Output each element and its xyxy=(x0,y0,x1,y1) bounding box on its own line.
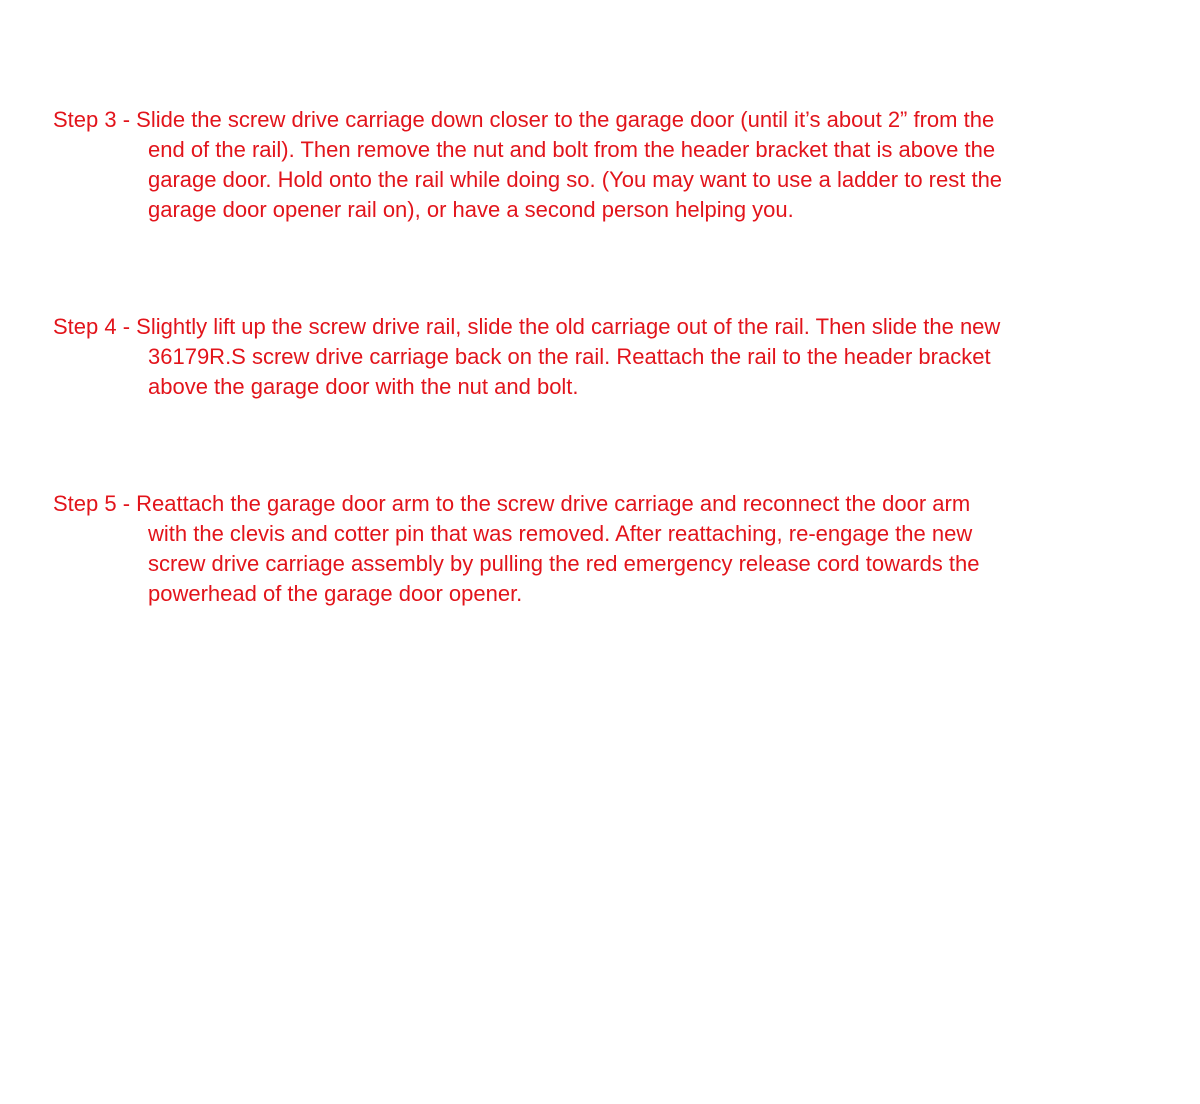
step-5-line-3: screw drive carriage assembly by pulling the red emergency release cord towards the xyxy=(148,551,980,576)
step-4-line-2: 36179R.S screw drive carriage back on the rail. Reattach the rail to the header bracket xyxy=(148,344,991,369)
step-3-line-3: garage door. Hold onto the rail while doing so. (You may want to use a ladder to rest the xyxy=(148,167,1003,192)
step-5-line-1: Step 5 - Reattach the garage door arm to the screw drive carriage and reconnect the door arm xyxy=(53,491,971,516)
step-3-line-1: Step 3 - Slide the screw drive carriage down closer to the garage door (until it’s about 2” from the xyxy=(53,107,995,132)
step-3-instructions xyxy=(53,105,1153,225)
step-4-line-1: Step 4 - Slightly lift up the screw drive rail, slide the old carriage out of the rail. Then slide the new xyxy=(53,314,1001,339)
step-4-line-3: above the garage door with the nut and bolt. xyxy=(148,374,579,399)
step-3-line-2: end of the rail). Then remove the nut and bolt from the header bracket that is above the xyxy=(148,137,996,162)
step-5-line-2: with the clevis and cotter pin that was removed. After reattaching, re-engage the new xyxy=(148,521,973,546)
step-4-instructions xyxy=(53,312,1153,402)
step-3-line-4: garage door opener rail on), or have a second person helping you. xyxy=(148,197,794,222)
step-5-line-4: powerhead of the garage door opener. xyxy=(148,581,523,606)
step-5-instructions xyxy=(53,489,1153,609)
